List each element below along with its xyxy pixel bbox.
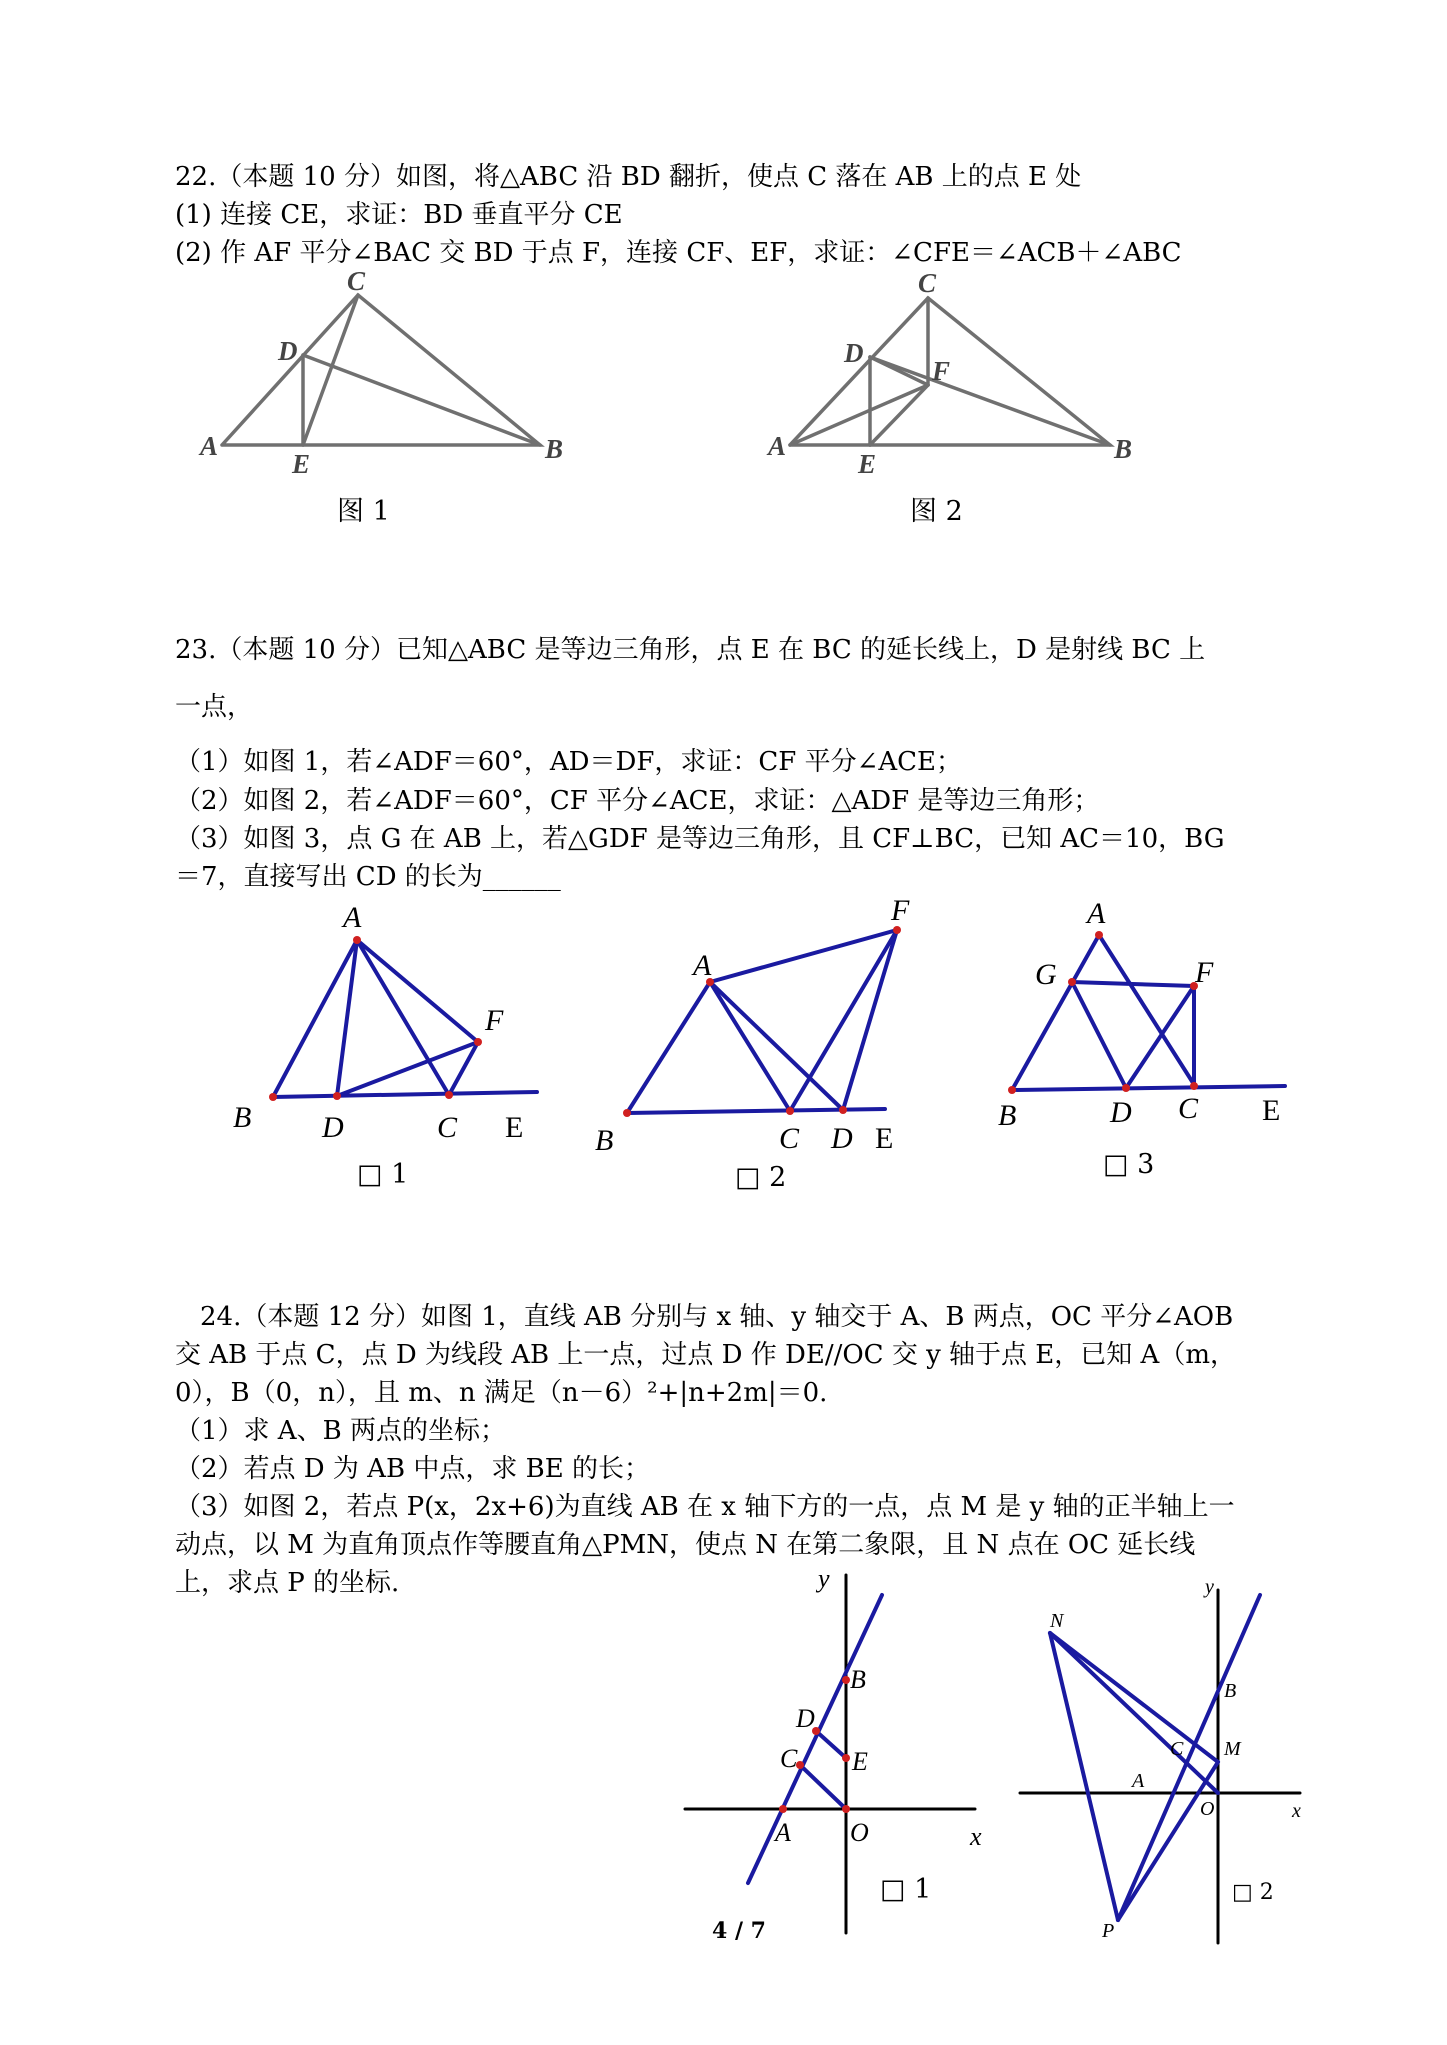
- q24-f1-label-c: C: [780, 1744, 798, 1773]
- q24-f2-label-c: C: [1170, 1738, 1184, 1760]
- q22-line-2: (1) 连接 CE，求证：BD 垂直平分 CE: [175, 200, 623, 230]
- q23-f3-label-g: G: [1035, 958, 1057, 991]
- q24-figure-2: [1020, 1575, 1340, 1945]
- q23-f3-label-f: F: [1195, 956, 1214, 989]
- q24-figure-1-caption: □ 1: [880, 1874, 932, 1905]
- q24-f2-label-y: y: [1205, 1576, 1214, 1598]
- q24-f1-label-x: x: [970, 1822, 982, 1851]
- q22-f2-label-b: B: [1114, 434, 1133, 464]
- q23-f2-label-c: C: [779, 1122, 800, 1155]
- q24-f1-label-d: D: [796, 1704, 815, 1733]
- q24-figure-1: [680, 1555, 1010, 1935]
- q24-line-2: 交 AB 于点 C，点 D 为线段 AB 上一点，过点 D 作 DE//OC 交 y 轴于点 E，已知 A（m，: [175, 1340, 1236, 1370]
- q24-f2-label-p: P: [1102, 1920, 1115, 1942]
- q23-figure-2: [585, 885, 925, 1155]
- q23-f1-label-a: A: [343, 901, 362, 934]
- q23-line-2: 一点，: [175, 692, 254, 722]
- q24-f2-label-m: M: [1224, 1738, 1241, 1760]
- q24-line-4: （1）求 A、B 两点的坐标；: [175, 1416, 506, 1446]
- q23-line-3: （1）如图 1，若∠ADF＝60°，AD＝DF，求证：CF 平分∠ACE；: [175, 747, 963, 777]
- q23-f2-label-e: E: [875, 1122, 894, 1155]
- q23-f1-label-e: E: [505, 1111, 524, 1144]
- q23-f1-label-b: B: [233, 1101, 252, 1134]
- q22-f2-label-c: C: [918, 268, 937, 298]
- q23-f1-label-f: F: [485, 1004, 504, 1037]
- q22-f1-label-b: B: [545, 434, 564, 464]
- q24-line-3: 0），B（0，n），且 m、n 满足（n－6）²+|n+2m|＝0.: [175, 1378, 828, 1408]
- q23-figure-1: [225, 895, 565, 1155]
- q24-f1-label-y: y: [818, 1564, 830, 1593]
- q22-f2-label-a: A: [768, 431, 787, 461]
- q24-f2-label-b: B: [1224, 1680, 1237, 1702]
- q22-f1-label-e: E: [292, 449, 311, 479]
- q24-f2-label-x: x: [1292, 1800, 1301, 1822]
- q22-figure-2: [760, 270, 1140, 490]
- q23-f1-label-d: D: [322, 1111, 344, 1144]
- q22-f1-label-a: A: [200, 431, 219, 461]
- q23-line-6: ＝7，直接写出 CD 的长为______: [175, 862, 561, 892]
- q23-figure-3: [990, 890, 1320, 1140]
- q23-f1-label-c: C: [437, 1111, 458, 1144]
- q23-f3-label-c: C: [1178, 1092, 1199, 1125]
- q22-figure-1-caption: 图 1: [337, 496, 390, 527]
- page-number: 4 / 7: [712, 1918, 766, 1944]
- q24-f1-label-o: O: [850, 1818, 869, 1847]
- q23-f2-label-d: D: [831, 1122, 853, 1155]
- q24-line-6: （3）如图 2，若点 P(x，2x+6)为直线 AB 在 x 轴下方的一点，点 M 是 y 轴的正半轴上一: [175, 1492, 1235, 1522]
- q23-line-1: 23.（本题 10 分）已知△ABC 是等边三角形，点 E 在 BC 的延长线上，D 是射线 BC 上: [175, 635, 1206, 665]
- q24-f2-label-n: N: [1050, 1610, 1064, 1632]
- q22-figure-1: [200, 266, 580, 490]
- q24-f2-label-o: O: [1200, 1798, 1215, 1820]
- q23-figure-1-caption: □ 1: [357, 1159, 409, 1190]
- q23-line-5: （3）如图 3，点 G 在 AB 上，若△GDF 是等边三角形，且 CF⊥BC，已知 AC＝10，BG: [175, 824, 1225, 854]
- q24-f1-label-e: E: [852, 1747, 868, 1776]
- q22-f2-label-d: D: [844, 338, 864, 368]
- q23-line-4: （2）如图 2，若∠ADF＝60°，CF 平分∠ACE，求证：△ADF 是等边三角形；: [175, 786, 1100, 816]
- q24-f1-label-a: A: [775, 1818, 791, 1847]
- q24-line-7: 动点，以 M 为直角顶点作等腰直角△PMN，使点 N 在第二象限，且 N 点在 OC 延长线: [175, 1530, 1196, 1560]
- q23-f2-label-f: F: [891, 894, 910, 927]
- q22-f2-label-f: F: [932, 356, 951, 386]
- q22-f2-label-e: E: [858, 449, 877, 479]
- q23-figure-3-caption: □ 3: [1103, 1149, 1155, 1180]
- q23-f3-label-b: B: [998, 1099, 1017, 1132]
- q23-f2-label-a: A: [693, 949, 712, 982]
- q22-f1-label-d: D: [278, 336, 298, 366]
- q24-f2-label-a: A: [1132, 1770, 1145, 1792]
- q23-f2-label-b: B: [595, 1124, 614, 1157]
- q23-f3-label-e: E: [1262, 1094, 1281, 1127]
- q22-line-3: (2) 作 AF 平分∠BAC 交 BD 于点 F，连接 CF、EF，求证：∠CFE＝∠ACB＋∠ABC: [175, 238, 1182, 268]
- q24-f1-label-b: B: [850, 1665, 866, 1694]
- q24-line-5: （2）若点 D 为 AB 中点，求 BE 的长；: [175, 1454, 650, 1484]
- q22-figure-2-caption: 图 2: [910, 496, 963, 527]
- q22-line-1: 22.（本题 10 分）如图，将△ABC 沿 BD 翻折，使点 C 落在 AB 上的点 E 处: [175, 162, 1082, 192]
- q23-f3-label-d: D: [1110, 1096, 1132, 1129]
- q23-f3-label-a: A: [1087, 897, 1106, 930]
- q24-line-8: 上，求点 P 的坐标.: [175, 1568, 400, 1598]
- q22-f1-label-c: C: [347, 266, 366, 296]
- q23-figure-2-caption: □ 2: [735, 1162, 787, 1193]
- q24-line-1: 24.（本题 12 分）如图 1，直线 AB 分别与 x 轴、y 轴交于 A、B 两点，OC 平分∠AOB: [200, 1302, 1234, 1332]
- q24-figure-2-caption: □ 2: [1232, 1880, 1274, 1905]
